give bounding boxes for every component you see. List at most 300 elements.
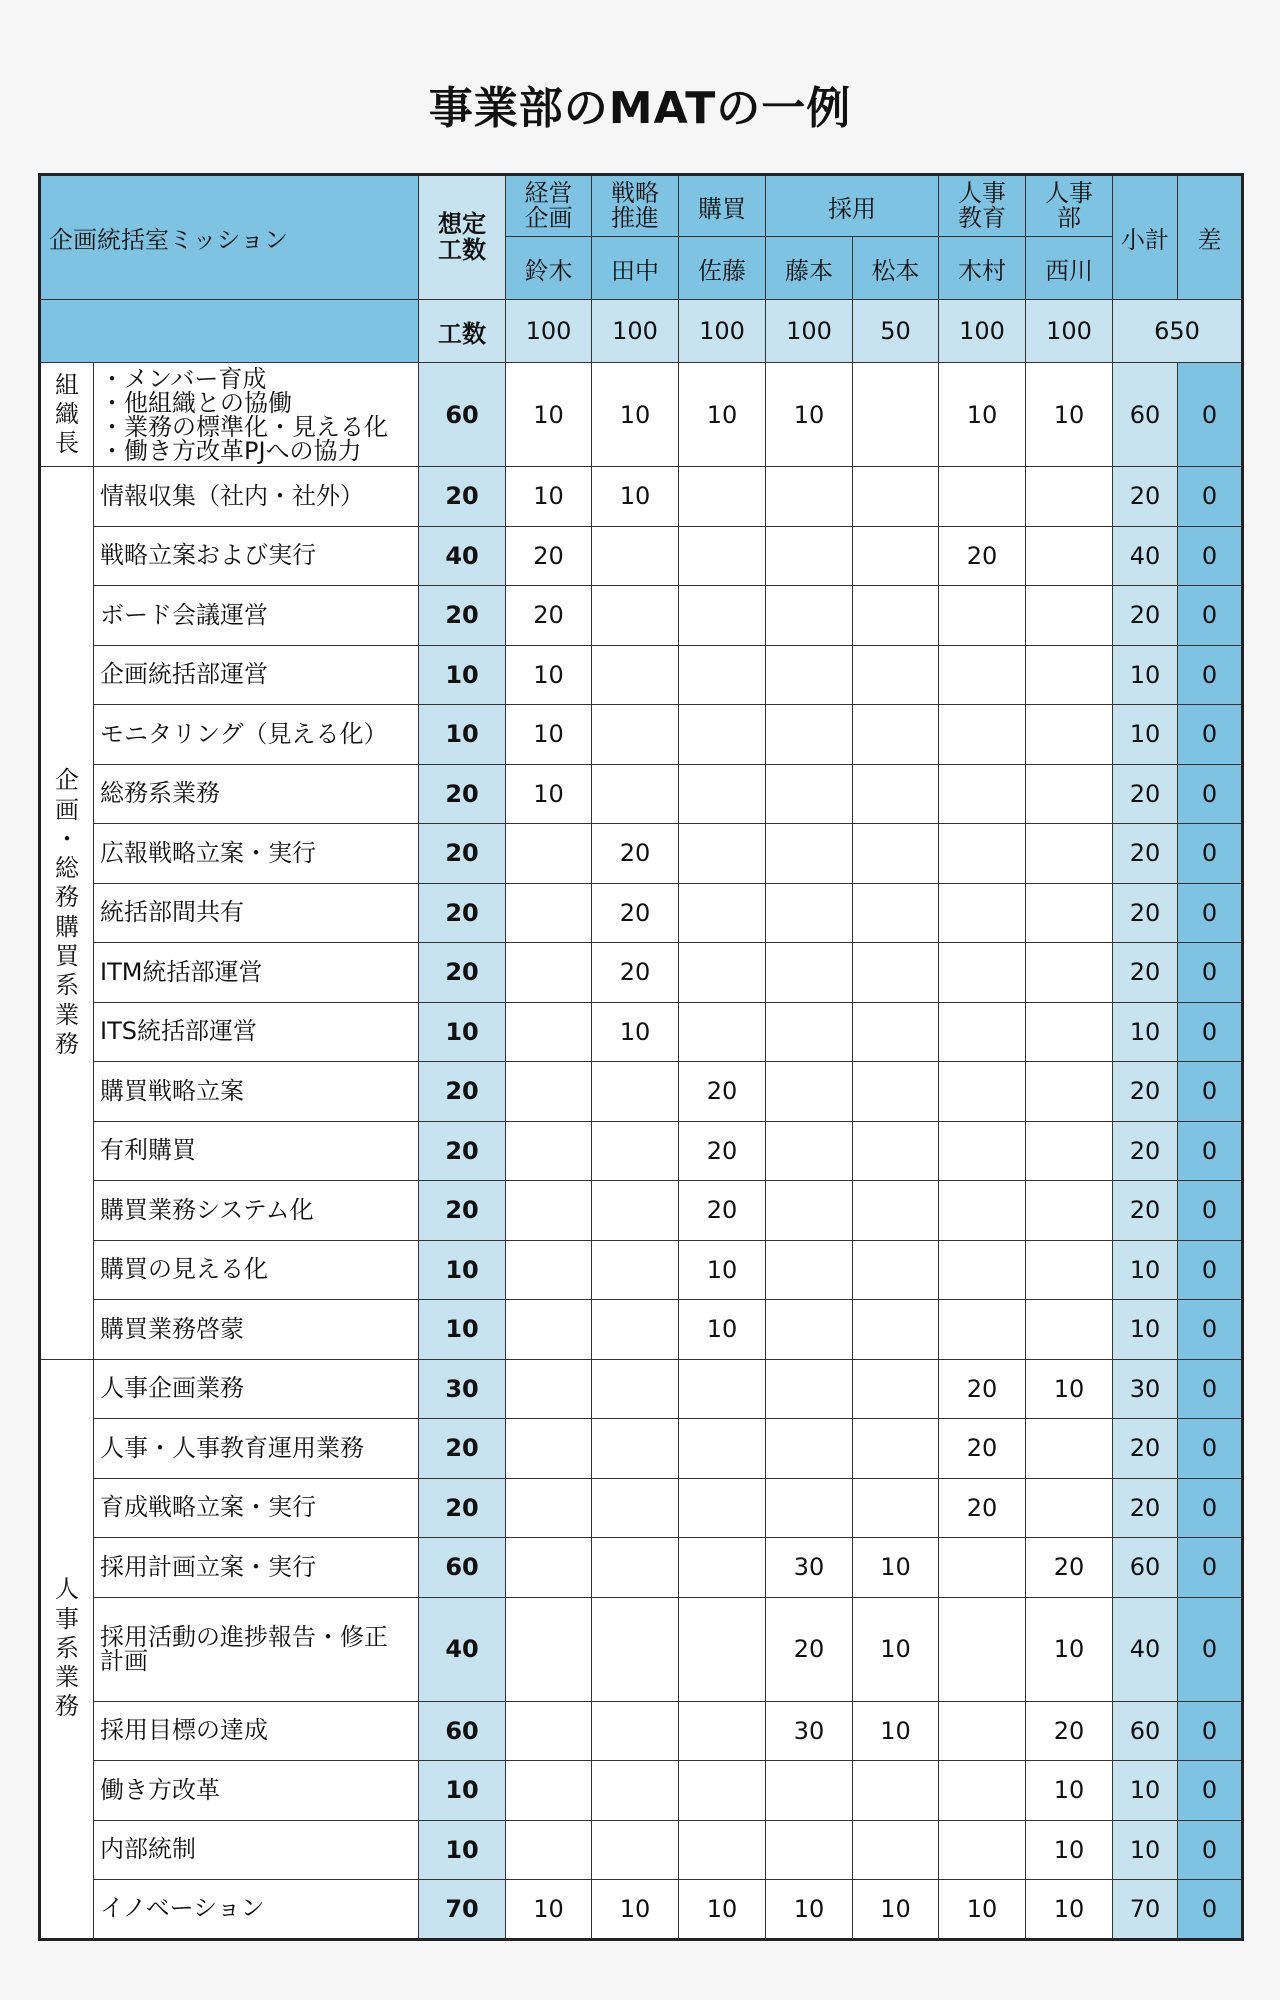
dept-header: 採用 (766, 175, 939, 237)
allocation-cell (853, 526, 939, 586)
allocation-cell: 10 (679, 1300, 766, 1360)
workload-cell: 60 (419, 1701, 506, 1761)
allocation-cell (592, 1062, 679, 1122)
task-line: 計画 (100, 1647, 148, 1675)
workload-cell: 20 (419, 1121, 506, 1181)
diff-cell: 0 (1178, 1701, 1243, 1761)
task-line: ・働き方改革PJへの協力 (100, 436, 362, 465)
member-header: 松本 (853, 237, 939, 300)
table-row (40, 363, 1243, 467)
allocation-cell (853, 1761, 939, 1821)
allocation-cell (939, 824, 1026, 884)
table-row (40, 1761, 1243, 1821)
table-row (40, 1419, 1243, 1479)
allocation-cell (939, 467, 1026, 527)
allocation-cell: 20 (939, 1419, 1026, 1479)
allocation-cell (679, 645, 766, 705)
table-row (40, 1359, 1243, 1419)
diff-cell: 0 (1178, 1820, 1243, 1880)
capacity-total: 650 (1113, 300, 1243, 363)
diff-cell: 0 (1178, 586, 1243, 646)
task-cell: イノベーション (94, 1880, 419, 1940)
capacity-value: 100 (506, 300, 592, 363)
diff-cell: 0 (1178, 1538, 1243, 1598)
allocation-cell: 10 (1026, 1359, 1113, 1419)
allocation-cell (679, 1820, 766, 1880)
group-label-char: 人 (55, 1575, 79, 1604)
task-cell: 広報戦略立案・実行 (94, 824, 419, 884)
allocation-cell (939, 883, 1026, 943)
allocation-cell (592, 1701, 679, 1761)
allocation-cell (939, 943, 1026, 1003)
task-line: 採用活動の進捗報告・修正 (100, 1623, 388, 1651)
allocation-cell: 10 (506, 1880, 592, 1940)
allocation-cell: 20 (766, 1597, 853, 1701)
workload-cell: 40 (419, 1597, 506, 1701)
group-label-leader (40, 363, 94, 467)
subtotal-cell: 10 (1113, 1240, 1178, 1300)
allocation-cell (1026, 1419, 1113, 1479)
task-cell: 総務系業務 (94, 764, 419, 824)
allocation-cell (766, 1300, 853, 1360)
subtotal-cell: 40 (1113, 1597, 1178, 1701)
allocation-cell (853, 1300, 939, 1360)
allocation-cell (766, 467, 853, 527)
allocation-cell (853, 1820, 939, 1880)
workload-cell: 10 (419, 1820, 506, 1880)
allocation-cell (939, 1240, 1026, 1300)
capacity-value: 100 (592, 300, 679, 363)
workload-cell: 60 (419, 1538, 506, 1598)
allocation-cell (679, 1359, 766, 1419)
allocation-cell: 10 (1026, 1761, 1113, 1821)
allocation-cell (766, 526, 853, 586)
task-cell (94, 363, 419, 467)
allocation-cell (939, 1300, 1026, 1360)
subtotal-cell: 20 (1113, 764, 1178, 824)
subtotal-cell: 60 (1113, 363, 1178, 467)
allocation-cell (679, 1478, 766, 1538)
allocation-cell (1026, 1300, 1113, 1360)
allocation-cell (506, 1181, 592, 1241)
allocation-cell (679, 943, 766, 1003)
subtotal-header: 小計 (1113, 175, 1178, 300)
allocation-cell (939, 1002, 1026, 1062)
allocation-cell (766, 1419, 853, 1479)
allocation-cell: 20 (1026, 1538, 1113, 1598)
subtotal-cell: 40 (1113, 526, 1178, 586)
capacity-value: 100 (679, 300, 766, 363)
allocation-cell (853, 943, 939, 1003)
workload-cell: 20 (419, 943, 506, 1003)
allocation-cell (679, 586, 766, 646)
allocation-cell: 10 (853, 1538, 939, 1598)
group-label-char: 務 (55, 883, 79, 912)
allocation-cell (506, 1597, 592, 1701)
table-row (40, 526, 1243, 586)
allocation-cell (939, 1597, 1026, 1701)
task-cell: 人事企画業務 (94, 1359, 419, 1419)
allocation-cell (592, 1820, 679, 1880)
task-cell: 購買業務システム化 (94, 1181, 419, 1241)
allocation-cell: 20 (679, 1121, 766, 1181)
subtotal-cell: 60 (1113, 1701, 1178, 1761)
task-cell (94, 1597, 419, 1701)
task-line: ・業務の標準化・見える化 (100, 412, 388, 441)
allocation-cell (1026, 1062, 1113, 1122)
table-row (40, 1240, 1243, 1300)
mission-header-spacer (40, 300, 419, 363)
task-cell: 統括部間共有 (94, 883, 419, 943)
table-row (40, 1121, 1243, 1181)
diff-cell: 0 (1178, 883, 1243, 943)
subtotal-cell: 20 (1113, 467, 1178, 527)
allocation-cell (939, 1181, 1026, 1241)
table-row (40, 1300, 1243, 1360)
task-line: ・メンバー育成 (100, 364, 267, 393)
subtotal-cell: 10 (1113, 1002, 1178, 1062)
allocation-cell (766, 883, 853, 943)
group-label-char: 務 (55, 1692, 79, 1721)
allocation-cell (1026, 883, 1113, 943)
diff-cell: 0 (1178, 1597, 1243, 1701)
allocation-cell (1026, 824, 1113, 884)
allocation-cell (679, 1538, 766, 1598)
allocation-cell: 10 (853, 1597, 939, 1701)
allocation-cell (506, 1538, 592, 1598)
table-row (40, 1181, 1243, 1241)
diff-cell: 0 (1178, 1880, 1243, 1940)
allocation-cell (506, 1240, 592, 1300)
allocation-cell (1026, 1181, 1113, 1241)
allocation-cell (853, 824, 939, 884)
group-label-char: 買 (55, 942, 79, 971)
allocation-cell (766, 764, 853, 824)
allocation-cell (766, 1062, 853, 1122)
allocation-cell: 20 (506, 526, 592, 586)
allocation-cell: 10 (679, 1880, 766, 1940)
task-cell: ITS統括部運営 (94, 1002, 419, 1062)
subtotal-cell: 20 (1113, 1478, 1178, 1538)
allocation-cell (592, 586, 679, 646)
group-label-char: 長 (55, 429, 79, 458)
task-cell: ボード会議運営 (94, 586, 419, 646)
group-label-char: ・ (55, 824, 79, 853)
allocation-cell (679, 824, 766, 884)
table-row (40, 1478, 1243, 1538)
subtotal-cell: 10 (1113, 705, 1178, 765)
table-row (40, 467, 1243, 527)
allocation-cell (939, 1121, 1026, 1181)
group-label-char: 購 (55, 912, 79, 941)
allocation-cell (506, 1300, 592, 1360)
group-label-char: 織 (55, 399, 79, 428)
allocation-cell (853, 1002, 939, 1062)
workload-cell: 70 (419, 1880, 506, 1940)
allocation-cell (1026, 1240, 1113, 1300)
allocation-cell: 10 (679, 1240, 766, 1300)
allocation-cell (592, 1419, 679, 1479)
group-label-char: 企 (55, 766, 79, 795)
mission-header: 企画統括室ミッション (40, 175, 419, 300)
allocation-cell (766, 1181, 853, 1241)
allocation-cell: 10 (939, 1880, 1026, 1940)
workload-cell: 30 (419, 1359, 506, 1419)
allocation-cell (592, 1300, 679, 1360)
diff-cell: 0 (1178, 1419, 1243, 1479)
task-cell: 企画統括部運営 (94, 645, 419, 705)
table-row (40, 883, 1243, 943)
subtotal-cell: 20 (1113, 586, 1178, 646)
task-cell: 採用目標の達成 (94, 1701, 419, 1761)
allocation-cell: 20 (592, 883, 679, 943)
task-cell: 育成戦略立案・実行 (94, 1478, 419, 1538)
dept-header: 人事 教育 (939, 175, 1026, 237)
member-header: 田中 (592, 237, 679, 300)
task-cell: モニタリング（見える化） (94, 705, 419, 765)
allocation-cell: 10 (592, 1002, 679, 1062)
group-label-char: 務 (55, 1029, 79, 1058)
diff-cell: 0 (1178, 1240, 1243, 1300)
allocation-cell: 10 (506, 645, 592, 705)
task-cell: 情報収集（社内・社外） (94, 467, 419, 527)
task-cell: 働き方改革 (94, 1761, 419, 1821)
allocation-cell (939, 1761, 1026, 1821)
capacity-value: 100 (939, 300, 1026, 363)
allocation-cell (766, 1761, 853, 1821)
allocation-cell (592, 764, 679, 824)
allocation-cell (766, 943, 853, 1003)
subtotal-cell: 20 (1113, 1062, 1178, 1122)
allocation-cell (592, 1121, 679, 1181)
workload-cell: 10 (419, 1002, 506, 1062)
workload-cell: 60 (419, 363, 506, 467)
allocation-cell (853, 363, 939, 467)
diff-cell: 0 (1178, 764, 1243, 824)
workload-cell: 20 (419, 467, 506, 527)
allocation-cell (939, 1062, 1026, 1122)
allocation-cell: 20 (506, 586, 592, 646)
capacity-value: 100 (766, 300, 853, 363)
allocation-cell: 10 (853, 1701, 939, 1761)
allocation-cell (592, 1761, 679, 1821)
allocation-cell (853, 764, 939, 824)
allocation-cell (592, 1181, 679, 1241)
allocation-cell (592, 1240, 679, 1300)
allocation-cell (1026, 764, 1113, 824)
allocation-cell: 20 (679, 1062, 766, 1122)
allocation-cell (939, 705, 1026, 765)
dept-header: 戦略 推進 (592, 175, 679, 237)
subtotal-cell: 20 (1113, 1181, 1178, 1241)
allocation-cell (679, 764, 766, 824)
allocation-cell (679, 1419, 766, 1479)
allocation-cell (506, 1002, 592, 1062)
allocation-cell (766, 645, 853, 705)
allocation-cell (766, 1820, 853, 1880)
table-row (40, 943, 1243, 1003)
allocation-cell: 20 (939, 1478, 1026, 1538)
allocation-cell (506, 1478, 592, 1538)
group-label-char: 総 (55, 854, 79, 883)
subtotal-cell: 60 (1113, 1538, 1178, 1598)
mat-table-body (40, 363, 1243, 1940)
allocation-cell: 10 (1026, 1880, 1113, 1940)
allocation-cell: 10 (592, 363, 679, 467)
table-row (40, 1597, 1243, 1701)
workload-header: 想定 工数 (419, 175, 506, 300)
allocation-cell (679, 705, 766, 765)
allocation-cell (1026, 586, 1113, 646)
task-line: ・他組織との協働 (100, 388, 292, 417)
workload-cell: 20 (419, 1478, 506, 1538)
diff-cell: 0 (1178, 943, 1243, 1003)
member-header: 西川 (1026, 237, 1113, 300)
table-row (40, 1701, 1243, 1761)
allocation-cell (853, 586, 939, 646)
mat-table (38, 173, 1244, 1941)
allocation-cell: 10 (506, 764, 592, 824)
workload-cell: 10 (419, 1300, 506, 1360)
allocation-cell (766, 824, 853, 884)
subtotal-cell: 70 (1113, 1880, 1178, 1940)
allocation-cell (1026, 645, 1113, 705)
subtotal-cell: 20 (1113, 883, 1178, 943)
diff-cell: 0 (1178, 1300, 1243, 1360)
allocation-cell (506, 1761, 592, 1821)
task-cell: ITM統括部運営 (94, 943, 419, 1003)
workload-cell: 20 (419, 1062, 506, 1122)
group-label-char: 業 (55, 1663, 79, 1692)
member-header: 藤本 (766, 237, 853, 300)
allocation-cell: 10 (506, 705, 592, 765)
capacity-value: 50 (853, 300, 939, 363)
allocation-cell (939, 586, 1026, 646)
task-cell: 採用計画立案・実行 (94, 1538, 419, 1598)
diff-cell: 0 (1178, 526, 1243, 586)
allocation-cell (853, 1240, 939, 1300)
table-row (40, 824, 1243, 884)
subtotal-cell: 20 (1113, 943, 1178, 1003)
group-label-char: 事 (55, 1604, 79, 1633)
group-label-char: 系 (55, 1633, 79, 1662)
diff-cell: 0 (1178, 705, 1243, 765)
diff-cell: 0 (1178, 1062, 1243, 1122)
allocation-cell (853, 1062, 939, 1122)
dept-header: 人事 部 (1026, 175, 1113, 237)
diff-cell: 0 (1178, 1002, 1243, 1062)
allocation-cell: 10 (679, 363, 766, 467)
allocation-cell (853, 645, 939, 705)
table-row (40, 1880, 1243, 1940)
workload-cell: 20 (419, 1419, 506, 1479)
allocation-cell (679, 1597, 766, 1701)
group-label-planning (40, 467, 94, 1360)
allocation-cell (506, 1062, 592, 1122)
allocation-cell (1026, 467, 1113, 527)
allocation-cell (1026, 526, 1113, 586)
dept-header: 購買 (679, 175, 766, 237)
diff-cell: 0 (1178, 1181, 1243, 1241)
diff-cell: 0 (1178, 1478, 1243, 1538)
diff-cell: 0 (1178, 645, 1243, 705)
workload-cell: 10 (419, 1761, 506, 1821)
capacity-value: 100 (1026, 300, 1113, 363)
allocation-cell (853, 1181, 939, 1241)
allocation-cell: 10 (939, 363, 1026, 467)
table-row (40, 1002, 1243, 1062)
diff-cell: 0 (1178, 1761, 1243, 1821)
group-label-char: 系 (55, 971, 79, 1000)
allocation-cell (592, 1538, 679, 1598)
subtotal-cell: 10 (1113, 1820, 1178, 1880)
allocation-cell: 30 (766, 1538, 853, 1598)
allocation-cell: 10 (506, 363, 592, 467)
allocation-cell (679, 526, 766, 586)
workload-cell: 20 (419, 1181, 506, 1241)
table-row (40, 1538, 1243, 1598)
table-row (40, 1062, 1243, 1122)
diff-header: 差 (1178, 175, 1243, 300)
allocation-cell: 10 (506, 467, 592, 527)
task-cell: 購買戦略立案 (94, 1062, 419, 1122)
allocation-cell: 10 (766, 1880, 853, 1940)
allocation-cell (506, 1820, 592, 1880)
allocation-cell: 10 (592, 1880, 679, 1940)
allocation-cell (853, 705, 939, 765)
allocation-cell (939, 1538, 1026, 1598)
capacity-label: 工数 (419, 300, 506, 363)
allocation-cell: 10 (592, 467, 679, 527)
diff-cell: 0 (1178, 1359, 1243, 1419)
allocation-cell (679, 1761, 766, 1821)
allocation-cell (853, 1359, 939, 1419)
allocation-cell: 10 (1026, 1820, 1113, 1880)
workload-cell: 10 (419, 705, 506, 765)
allocation-cell (506, 1419, 592, 1479)
allocation-cell (939, 764, 1026, 824)
allocation-cell (766, 1359, 853, 1419)
subtotal-cell: 10 (1113, 1761, 1178, 1821)
allocation-cell (592, 1597, 679, 1701)
allocation-cell (853, 1121, 939, 1181)
allocation-cell (853, 467, 939, 527)
allocation-cell: 10 (1026, 1597, 1113, 1701)
group-label-char: 組 (55, 370, 79, 399)
task-cell: 戦略立案および実行 (94, 526, 419, 586)
mat-table-container (38, 173, 1241, 1941)
table-row (40, 586, 1243, 646)
group-label-hr (40, 1359, 94, 1939)
allocation-cell: 20 (592, 824, 679, 884)
member-header: 佐藤 (679, 237, 766, 300)
allocation-cell: 20 (1026, 1701, 1113, 1761)
member-header: 木村 (939, 237, 1026, 300)
allocation-cell: 10 (853, 1880, 939, 1940)
subtotal-cell: 20 (1113, 1121, 1178, 1181)
allocation-cell (1026, 1002, 1113, 1062)
allocation-cell: 30 (766, 1701, 853, 1761)
allocation-cell (679, 467, 766, 527)
task-cell: 購買業務啓蒙 (94, 1300, 419, 1360)
diff-cell: 0 (1178, 363, 1243, 467)
allocation-cell: 20 (592, 943, 679, 1003)
table-row (40, 764, 1243, 824)
allocation-cell (766, 1002, 853, 1062)
allocation-cell (766, 1121, 853, 1181)
allocation-cell: 10 (766, 363, 853, 467)
allocation-cell (679, 1701, 766, 1761)
